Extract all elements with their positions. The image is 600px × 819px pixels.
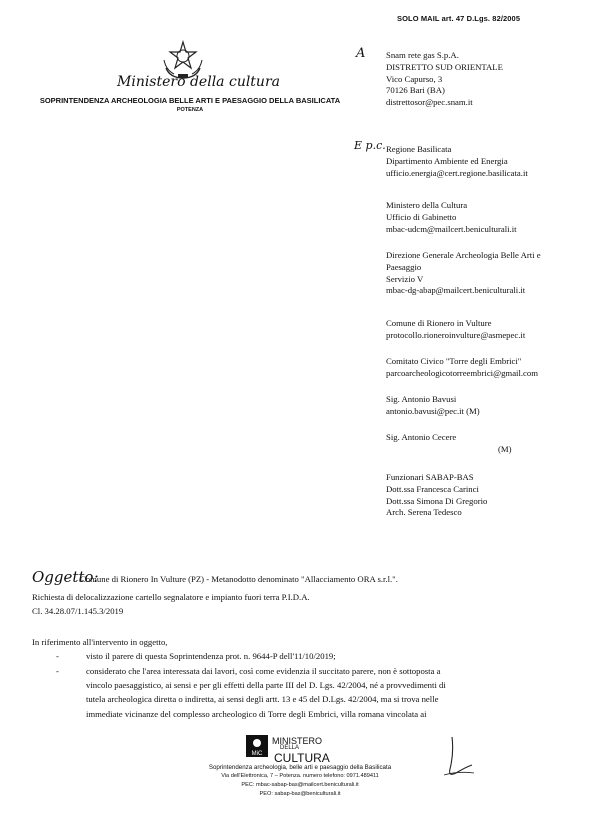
recipient-line: Arch. Serena Tedesco bbox=[386, 507, 462, 518]
cc-recipient-cecere bbox=[386, 432, 512, 456]
cc-recipient-funzionari bbox=[386, 472, 487, 519]
recipient-line: 70126 Bari (BA) bbox=[386, 85, 445, 96]
bullet-item-2-cont: immediate vicinanze del complesso archeologico di Torre degli Embrici, villa romana vincolata ai bbox=[86, 709, 427, 719]
recipient-line: Dott.ssa Simona Di Gregorio bbox=[386, 495, 488, 506]
recipient-email: (M) bbox=[498, 443, 512, 454]
recipient-line: Comitato Civico "Torre degli Embrici" bbox=[386, 356, 522, 366]
bullet-mark: - bbox=[56, 651, 59, 661]
recipient-primary bbox=[386, 50, 503, 109]
recipient-line: Dott.ssa Francesca Carinci bbox=[386, 483, 479, 494]
cc-marker: E p.c. bbox=[354, 139, 386, 152]
recipient-line: Regione Basilicata bbox=[386, 144, 452, 154]
recipient-line: Comune di Rionero in Vulture bbox=[386, 318, 492, 328]
bullet-item-1: visto il parere di questa Soprintendenza prot. n. 9644-P dell'11/10/2019; bbox=[86, 651, 336, 661]
body-intro: In riferimento all'intervento in oggetto, bbox=[32, 637, 168, 647]
signature-icon bbox=[438, 735, 478, 780]
footer-pec: PEC: mbac-sabap-bas@mailcert.beniculturali.it bbox=[241, 782, 359, 788]
cc-recipient-comune bbox=[386, 318, 525, 342]
recipient-email: distrettosor@pec.snam.it bbox=[386, 97, 473, 108]
recipient-email: ufficio.energia@cert.regione.basilicata.it bbox=[386, 167, 528, 178]
cc-recipient-ministero bbox=[386, 200, 517, 235]
recipient-email: protocollo.rioneroinvulture@asmepec.it bbox=[386, 329, 526, 340]
recipient-line: Ministero della Cultura bbox=[386, 200, 468, 210]
subject-label: Oggetto: bbox=[32, 568, 99, 586]
recipient-line: Servizio V bbox=[386, 273, 424, 284]
footer-brand-cultura: CULTURA bbox=[274, 751, 330, 765]
office-name: SOPRINTENDENZA ARCHEOLOGIA BELLE ARTI E PAESAGGIO DELLA BASILICATA bbox=[39, 96, 341, 105]
cc-recipient-regione bbox=[386, 144, 528, 179]
classification-code: Cl. 34.28.07/1.145.3/2019 bbox=[32, 606, 124, 616]
recipient-line: Direzione Generale Archeologia Belle Arti e bbox=[386, 250, 541, 260]
footer-office: Soprintendenza archeologia, belle arti e paesaggio della Basilicata bbox=[208, 764, 392, 771]
recipient-line: Sig. Antonio Bavusi bbox=[386, 394, 457, 404]
subject-line-2: Richiesta di delocalizzazione cartello segnalatore e impianto fuori terra P.I.D.A. bbox=[32, 592, 310, 602]
mic-logo-text: MiC bbox=[251, 751, 263, 757]
recipient-line: Dipartimento Ambiente ed Energia bbox=[386, 155, 508, 166]
footer-address: Via dell'Elettronica, 7 – Potenza. numero telefono: 0971.489411 bbox=[221, 773, 379, 779]
cc-recipient-bavusi bbox=[386, 394, 480, 418]
footer-brand-della: DELLA bbox=[280, 745, 300, 751]
bullet-item-2-cont: vincolo paesaggistico, ai sensi e per gli effetti della parte III del D. Lgs. 42/2004, né a provvedimenti di bbox=[86, 680, 446, 690]
office-city: POTENZA bbox=[176, 107, 204, 113]
to-marker: A bbox=[356, 46, 366, 61]
recipient-line: Funzionari SABAP-BAS bbox=[386, 472, 474, 482]
recipient-line: Vico Capurso, 3 bbox=[386, 73, 443, 84]
subject-line-1: Comune di Rionero In Vulture (PZ) - Metanodotto denominato "Allacciamento ORA s.r.l.". bbox=[80, 574, 398, 584]
cc-recipient-comitato bbox=[386, 356, 538, 380]
recipient-line: Paesaggio bbox=[386, 261, 422, 272]
recipient-line: Ufficio di Gabinetto bbox=[386, 211, 457, 222]
mic-logo-icon bbox=[246, 735, 268, 757]
footer-brand-ministero: MINISTERO bbox=[272, 736, 323, 746]
recipient-line: Snam rete gas S.p.A. bbox=[386, 50, 459, 60]
bullet-item-2: considerato che l'area interessata dai lavori, così come evidenzia il succitato parere, non è sottoposta a bbox=[86, 666, 441, 676]
bullet-item-2-cont: tutela archeologica diretta o indiretta, ai sensi degli artt. 13 e 45 del D.Lgs. 42/2004, ma si trova nelle bbox=[86, 694, 439, 704]
recipient-email: antonio.bavusi@pec.it (M) bbox=[386, 405, 480, 416]
recipient-line: Sig. Antonio Cecere bbox=[386, 432, 457, 442]
delivery-note: SOLO MAIL art. 47 D.Lgs. 82/2005 bbox=[397, 14, 521, 23]
ministry-title-script: Ministero della cultura bbox=[117, 74, 280, 90]
recipient-email: mbac-udcm@mailcert.beniculturali.it bbox=[386, 223, 517, 234]
recipient-email: parcoarcheologicotorreembrici@gmail.com bbox=[386, 367, 539, 378]
recipient-email: mbac-dg-abap@mailcert.beniculturali.it bbox=[386, 285, 526, 296]
bullet-mark: - bbox=[56, 666, 59, 676]
cc-recipient-direzione bbox=[386, 250, 566, 297]
footer-peo: PEO: sabap-bas@beniculturali.it bbox=[259, 791, 341, 797]
recipient-line: DISTRETTO SUD ORIENTALE bbox=[386, 61, 503, 72]
